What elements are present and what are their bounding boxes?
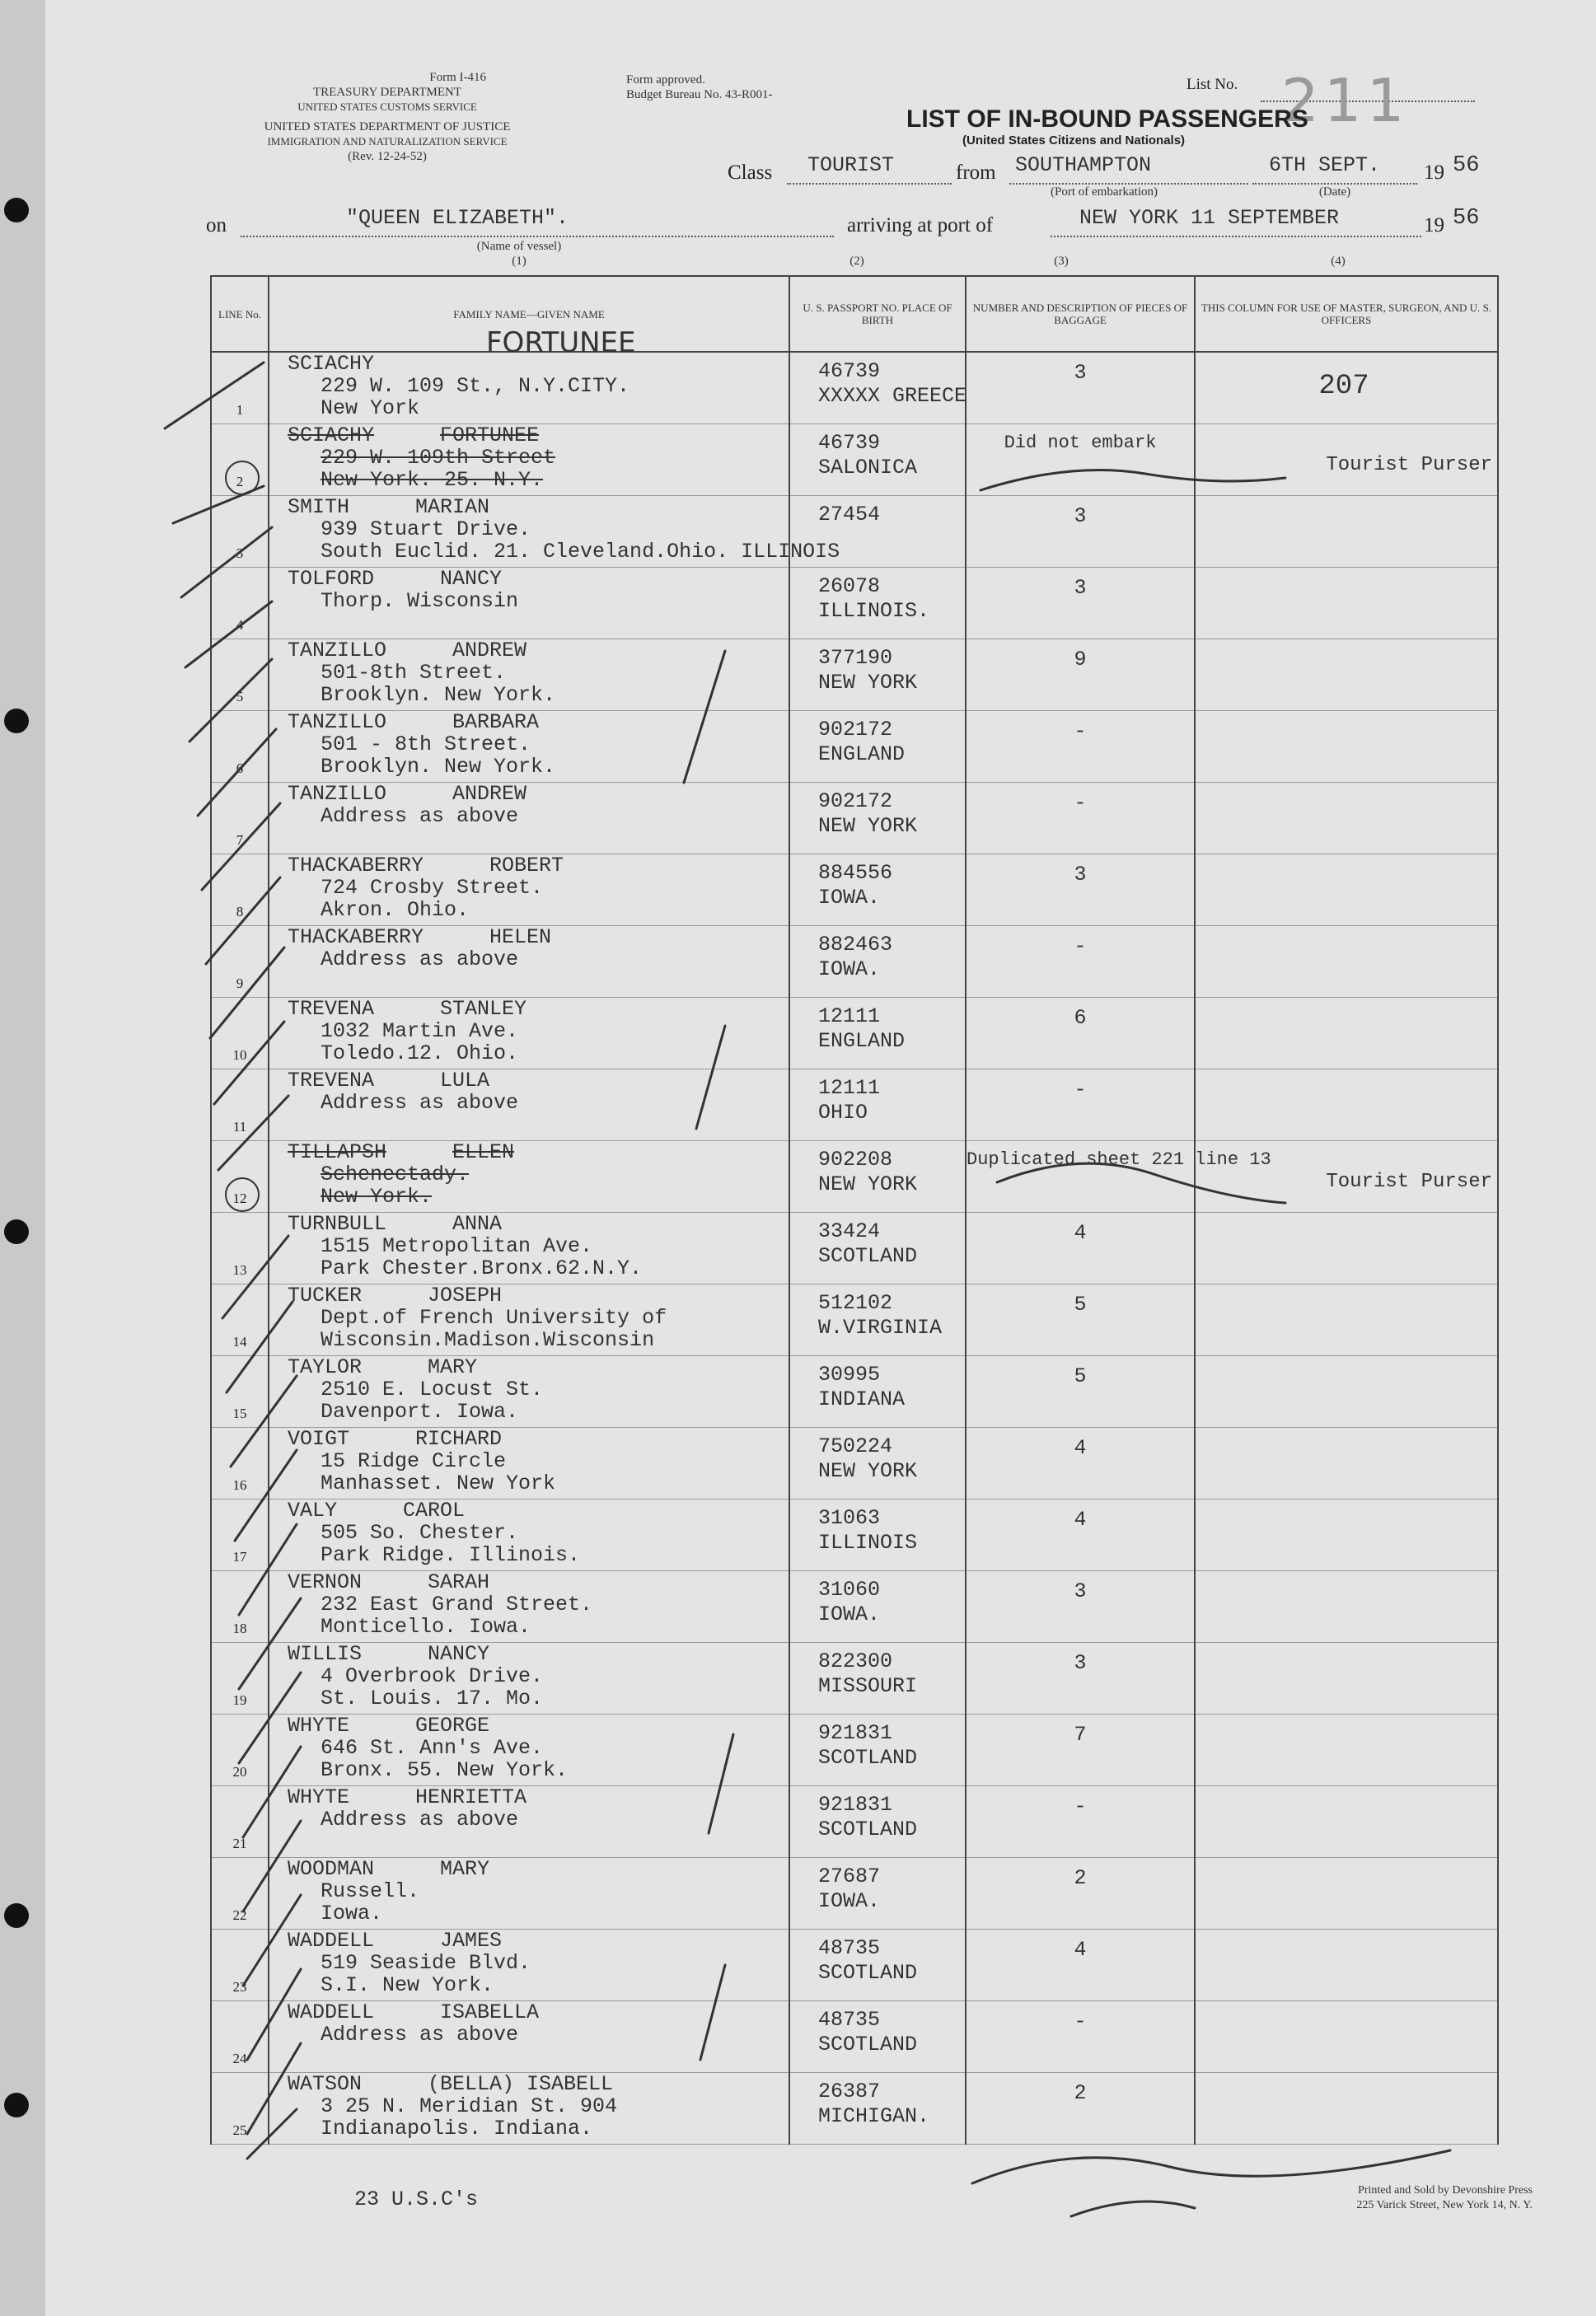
passport-number: 27687 [818,1864,881,1888]
form-approved: Form approved. [626,73,705,87]
line-number: 25 [232,2122,247,2138]
line-number: 17 [232,1549,247,1565]
address-line-1: 1032 Martin Ave. [321,1019,519,1043]
given-name: STANLEY [440,997,527,1021]
place-of-birth: NEW YORK [818,1172,918,1196]
family-name: WADDELL [288,1929,375,1953]
year-value: 56 [1453,153,1480,178]
family-name: SMITH [288,495,350,519]
document-title: LIST OF IN-BOUND PASSENGERS [906,105,1308,133]
line-number: 20 [232,1764,247,1780]
address-line-2: Wisconsin.Madison.Wisconsin [321,1328,655,1352]
passport-number: 48735 [818,2008,881,2032]
agency-ins: IMMIGRATION AND NATURALIZATION SERVICE [267,135,508,147]
officer-note: 207 [1318,371,1369,402]
baggage-count: 9 [1074,648,1087,671]
given-name: CAROL [403,1499,466,1523]
address-line-1: 3 25 N. Meridian St. 904 [321,2094,618,2118]
passport-number: 921831 [818,1793,893,1817]
family-name: TREVENA [288,1069,375,1092]
address-line-2: New York [321,396,420,420]
given-name: MARIAN [415,495,490,519]
given-name: ANDREW [452,782,527,806]
line-number: 7 [236,832,244,848]
place-of-birth: ENGLAND [818,742,906,766]
passport-number: 27454 [818,503,881,526]
passport-number: 902172 [818,789,893,813]
place-of-birth: SCOTLAND [818,1961,918,1985]
place-of-birth: IOWA. [818,1602,881,1626]
place-of-birth: SCOTLAND [818,1818,918,1841]
family-name: VALY [288,1499,338,1523]
address-line-1: 4 Overbrook Drive. [321,1664,544,1688]
given-name: GEORGE [415,1714,490,1738]
given-name: RICHARD [415,1427,503,1451]
passport-number: 750224 [818,1434,893,1458]
address-line-1: 229 W. 109th Street [321,446,556,470]
date-caption: (Date) [1318,185,1351,199]
family-name: WATSON [288,2072,363,2096]
address-line-2: Akron. Ohio. [321,898,470,922]
address-line-2: New York. [321,1185,433,1209]
baggage-count: - [1074,1078,1087,1102]
address-line-1: Thorp. Wisconsin [321,589,519,613]
address-line-1: 724 Crosby Street. [321,876,544,900]
line-number: 22 [232,1907,247,1923]
address-line-2: Park Chester.Bronx.62.N.Y. [321,1256,643,1280]
place-of-birth: INDIANA [818,1387,906,1411]
passport-number: 921831 [818,1721,893,1745]
place-of-birth: OHIO [818,1101,868,1125]
given-name: ANNA [452,1212,503,1236]
line-number: 24 [232,2051,247,2066]
baggage-count: - [1074,2010,1087,2033]
passport-number: 46739 [818,359,881,383]
passport-number: 33424 [818,1219,881,1243]
line-number: 1 [236,402,244,418]
line-number: 9 [236,976,244,991]
officer-note: Tourist Purser [1326,454,1492,476]
family-name: TANZILLO [288,782,387,806]
col1-number: (1) [512,255,527,268]
baggage-count: 5 [1074,1293,1087,1317]
family-name: TREVENA [288,997,375,1021]
line-number: 15 [232,1406,247,1421]
handwritten-name-correction: FORTUNEE [486,326,636,359]
family-name: WHYTE [288,1785,350,1809]
address-line-1: 505 So. Chester. [321,1521,519,1545]
passport-number: 48735 [818,1936,881,1960]
header-baggage: NUMBER AND DESCRIPTION OF PIECES OF BAGGAGE [966,276,1195,352]
line-number: 16 [232,1477,247,1493]
address-line-2: St. Louis. 17. Mo. [321,1687,544,1710]
address-line-2: New York. 25. N.Y. [321,468,544,492]
baggage-count: - [1074,791,1087,815]
list-number: 211 [1281,66,1410,135]
baggage-count: 3 [1074,1651,1087,1675]
passport-number: 884556 [818,861,893,885]
place-of-birth: NEW YORK [818,671,918,695]
passport-number: 31060 [818,1578,881,1602]
given-name: JAMES [440,1929,503,1953]
address-line-1: 501-8th Street. [321,661,507,685]
address-line-1: 1515 Metropolitan Ave. [321,1234,593,1258]
line-number: 5 [236,689,244,704]
given-name: ELLEN [452,1140,515,1164]
given-name: MARY [440,1857,490,1881]
baggage-count: 3 [1074,863,1087,887]
line-number: 14 [232,1334,247,1350]
family-name: SCIACHY [288,352,375,376]
baggage-count: 2 [1074,2081,1087,2105]
list-no-label: List No. [1186,76,1238,93]
from-value: SOUTHAMPTON [1015,153,1152,177]
place-of-birth: XXXXX GREECE [818,384,967,408]
baggage-count: 4 [1074,1221,1087,1245]
place-of-birth: SCOTLAND [818,1746,918,1770]
baggage-count: - [1074,934,1087,958]
passport-number: 26387 [818,2080,881,2103]
address-line-2: Monticello. Iowa. [321,1615,531,1639]
family-name: WILLIS [288,1642,363,1666]
on-label: on [206,214,227,236]
address-line-1: 2510 E. Locust St. [321,1378,544,1401]
printer-line-1: Printed and Sold by Devonshire Press [1358,2184,1533,2197]
address-line-2: S.I. New York. [321,1973,494,1997]
given-name: NANCY [428,1642,490,1666]
header-name: FAMILY NAME—GIVEN NAME [269,276,789,352]
line-number: 2 [236,474,244,489]
col4-number: (4) [1331,255,1346,268]
place-of-birth: ILLINOIS. [818,599,930,623]
family-name: WHYTE [288,1714,350,1738]
officer-note: Tourist Purser [1326,1171,1492,1193]
place-of-birth: MICHIGAN. [818,2104,930,2128]
family-name: TILLAPSH [288,1140,387,1164]
passport-number: 31063 [818,1506,881,1530]
address-line-1: 501 - 8th Street. [321,732,531,756]
family-name: TANZILLO [288,710,387,734]
line-number: 21 [232,1836,247,1851]
address-line-1: 519 Seaside Blvd. [321,1951,531,1975]
place-of-birth: SCOTLAND [818,1244,918,1268]
line-number: 12 [232,1191,247,1206]
place-of-birth: SCOTLAND [818,2033,918,2056]
given-name: SARAH [428,1570,490,1594]
line-number: 10 [232,1047,247,1063]
address-line-1: Address as above [321,1091,519,1115]
baggage-count: 3 [1074,504,1087,528]
budget-bureau: Budget Bureau No. 43-R001- [626,88,773,101]
given-name: HELEN [489,925,552,949]
passport-number: 902172 [818,718,893,742]
col2-number: (2) [849,255,864,268]
line-number: 13 [232,1262,247,1278]
place-of-birth: NEW YORK [818,814,918,838]
family-name: WADDELL [288,2000,375,2024]
year-prefix: 19 [1424,161,1444,184]
place-of-birth: ILLINOIS [818,1531,918,1555]
baggage-count: Did not embark [1004,433,1157,453]
family-name: TUCKER [288,1284,363,1308]
given-name: MARY [428,1355,478,1379]
agency-customs: UNITED STATES CUSTOMS SERVICE [297,101,477,113]
address-line-2: Brooklyn. New York. [321,683,556,707]
baggage-count: 2 [1074,1866,1087,1890]
family-name: THACKABERRY [288,925,424,949]
baggage-count: Duplicated sheet 221 line 13 [966,1149,1271,1170]
line-number: 6 [236,760,244,776]
year-prefix-2: 19 [1424,214,1444,236]
place-of-birth: IOWA. [818,886,881,910]
given-name: FORTUNEE [440,423,540,447]
place-of-birth: ENGLAND [818,1029,906,1053]
passport-number: 512102 [818,1291,893,1315]
address-line-2: Toledo.12. Ohio. [321,1041,519,1065]
baggage-count: - [1074,719,1087,743]
year-value-2: 56 [1453,206,1480,231]
baggage-count: 3 [1074,361,1087,385]
address-line-1: Address as above [321,2023,519,2047]
place-of-birth: SALONICA [818,456,918,480]
address-line-1: Address as above [321,804,519,828]
passport-number: 46739 [818,431,881,455]
baggage-count: - [1074,1794,1087,1818]
address-line-2: Iowa. [321,1902,383,1925]
printer-block [1236,2183,1533,2213]
baggage-count: 4 [1074,1938,1087,1962]
from-label: from [956,161,996,184]
line-number: 23 [232,1979,247,1995]
header-passport: U. S. PASSPORT NO. PLACE OF BIRTH [789,276,966,352]
family-name: VOIGT [288,1427,350,1451]
address-line-1: Russell. [321,1879,420,1903]
address-line-2: Davenport. Iowa. [321,1400,519,1424]
baggage-count: 7 [1074,1723,1087,1747]
col3-number: (3) [1054,255,1069,268]
baggage-count: 3 [1074,1579,1087,1603]
class-label: Class [728,161,773,184]
class-value: TOURIST [807,153,895,177]
given-name: NANCY [440,567,503,591]
family-name: TURNBULL [288,1212,387,1236]
port-caption: (Port of embarkation) [1051,185,1158,199]
date-value: 6TH SEPT. [1269,153,1381,177]
address-line-1: 939 Stuart Drive. [321,517,531,541]
place-of-birth: NEW YORK [818,1459,918,1483]
vessel-caption: (Name of vessel) [476,240,562,253]
family-name: WOODMAN [288,1857,375,1881]
given-name: (BELLA) ISABELL [428,2072,614,2096]
given-name: BARBARA [452,710,540,734]
line-number: 4 [236,617,244,633]
given-name: ROBERT [489,854,564,877]
family-name: TANZILLO [288,639,387,662]
line-number: 3 [236,545,244,561]
given-name: ISABELLA [440,2000,540,2024]
agency-treasury: TREASURY DEPARTMENT [312,86,462,99]
passenger-count: 23 U.S.C's [354,2187,479,2211]
baggage-count: 3 [1074,576,1087,600]
place-of-birth: IOWA. [818,1889,881,1913]
agency-justice: UNITED STATES DEPARTMENT OF JUSTICE [264,120,511,133]
address-line-1: Schenectady. [321,1163,470,1186]
address-line-1: 229 W. 109 St., N.Y.CITY. [321,374,630,398]
family-name: VERNON [288,1570,363,1594]
header-officers-use: THIS COLUMN FOR USE OF MASTER, SURGEON, AND U. S. OFFICERS [1195,276,1498,352]
family-name: SCIACHY [288,423,375,447]
address-line-1: 232 East Grand Street. [321,1593,593,1617]
given-name: LULA [440,1069,490,1092]
family-name: TAYLOR [288,1355,363,1379]
given-name: ANDREW [452,639,527,662]
address-line-1: Address as above [321,1808,519,1832]
address-line-2: South Euclid. 21. Cleveland.Ohio. ILLINOIS [321,540,840,564]
passport-number: 822300 [818,1649,893,1673]
address-line-1: 646 St. Ann's Ave. [321,1736,544,1760]
printer-line-2: 225 Varick Street, New York 14, N. Y. [1356,2199,1533,2211]
passport-number: 902208 [818,1148,893,1172]
baggage-count: 4 [1074,1508,1087,1532]
vessel-name: "QUEEN ELIZABETH". [346,206,569,230]
place-of-birth: IOWA. [818,957,881,981]
given-name: HENRIETTA [415,1785,527,1809]
baggage-count: 6 [1074,1006,1087,1030]
passport-number: 26078 [818,574,881,598]
arrival-port: NEW YORK 11 SEPTEMBER [1079,206,1340,230]
family-name: THACKABERRY [288,854,424,877]
address-line-1: 15 Ridge Circle [321,1449,507,1473]
place-of-birth: MISSOURI [818,1674,918,1698]
form-revision: (Rev. 12-24-52) [348,150,427,163]
baggage-count: 5 [1074,1364,1087,1388]
address-line-1: Address as above [321,947,519,971]
document-subtitle: (United States Citizens and Nationals) [962,133,1186,147]
header-line-no: LINE No. [211,276,269,352]
passport-number: 30995 [818,1363,881,1387]
baggage-count: 4 [1074,1436,1087,1460]
address-line-2: Manhasset. New York [321,1471,556,1495]
passport-number: 12111 [818,1004,881,1028]
address-line-2: Brooklyn. New York. [321,755,556,779]
passport-number: 377190 [818,646,893,670]
line-number: 8 [236,904,244,919]
place-of-birth: W.VIRGINIA [818,1316,943,1340]
arriving-label: arriving at port of [847,214,994,236]
address-line-1: Dept.of French University of [321,1306,667,1330]
family-name: TOLFORD [288,567,375,591]
line-number: 11 [232,1119,247,1135]
passport-number: 882463 [818,933,893,957]
form-number: Form I-416 [429,71,486,84]
given-name: JOSEPH [428,1284,503,1308]
address-line-2: Indianapolis. Indiana. [321,2117,593,2141]
passport-number: 12111 [818,1076,881,1100]
line-number: 19 [232,1692,247,1708]
address-line-2: Bronx. 55. New York. [321,1758,569,1782]
address-line-2: Park Ridge. Illinois. [321,1543,581,1567]
line-number: 18 [232,1621,247,1636]
